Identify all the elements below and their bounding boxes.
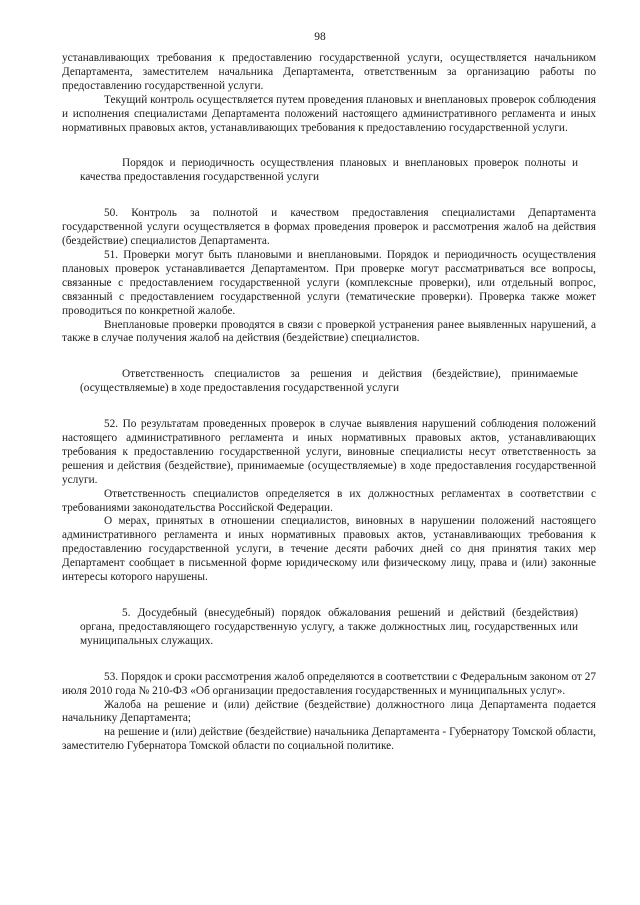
paragraph-current-control: Текущий контроль осуществляется путем проведения плановых и внеплановых проверок соблюдения и исполнения специалистами Департамента положений настоящего административного регламента и иных нормативных правовых актов, устанавливающих требования к предоставлению государственной услуги. (62, 93, 596, 134)
page-number: 98 (314, 31, 326, 43)
paragraph-complaint: Жалоба на решение и (или) действие (бездействие) должностного лица Департамента подается начальнику Департамента; (62, 698, 596, 725)
paragraph-responsibility: Ответственность специалистов определяется в их должностных регламентах в соответствии с требованиями законодательства Российской Федерации. (62, 487, 596, 514)
paragraph-measures: О мерах, принятых в отношении специалистов, виновных в нарушении положений настоящего административного регламента и иных нормативных правовых актов, устанавливающих требования к предоставлению государственной услуги, в течение десяти рабочих дней со дня принятия таких мер Департамент сообщает в письменной форме юридическому или физическому лицу, права и (или) законные интересы которого нарушены. (62, 515, 596, 584)
section-heading-responsibility: Ответственность специалистов за решения и действия (бездействие), принимаемые (осуществляемые) в ходе предоставления государственной услуги (80, 368, 578, 395)
paragraph-52: 52. По результатам проведенных проверок в случае выявления нарушений соблюдения положений настоящего административного регламента и иных нормативных правовых актов, устанавливающих требования к предоставлению государственной услуги, виновные специалисты несут ответственность за решения и действия (бездействие), принимаемые (осуществляемые) в ходе предоставления государственной услуги. (62, 418, 596, 486)
paragraph-complaint-head: на решение и (или) действие (бездействие) начальника Департамента - Губернатору Томской области, заместителю Губернатора Томской области по социальной политике. (62, 726, 596, 753)
paragraph-53: 53. Порядок и сроки рассмотрения жалоб определяются в соответствии с Федеральным законом от 27 июля 2010 года № 210-ФЗ «Об организации предоставления государственных и муниципальных услуг». (62, 670, 596, 697)
paragraph-intro: устанавливающих требования к предоставлению государственной услуги, осуществляется начальником Департамента, заместителем начальника Департамента, ответственным за организацию работы по предоставлению государственной услуги. (62, 52, 596, 92)
document-body (62, 52, 596, 754)
paragraph-50: 50. Контроль за полнотой и качеством предоставления специалистами Департамента государственной услуги осуществляется в формах проведения проверок и рассмотрения жалоб на действия (бездействие) специалистов Департамента. (62, 207, 596, 248)
paragraph-51: 51. Проверки могут быть плановыми и внеплановыми. Порядок и периодичность осуществления плановых проверок устанавливается Департаментом. При проверке могут рассматриваться все вопросы, связанные с предоставлением государственной услуги (комплексные проверки), или отдельный вопрос, связанный с предоставлением государственной услуги (тематические проверки). Проверка также может проводиться по конкретной жалобе. (62, 248, 596, 317)
section-heading-order: Порядок и периодичность осуществления плановых и внеплановых проверок полноты и качества предоставления государственной услуги (80, 157, 578, 184)
paragraph-unscheduled: Внеплановые проверки проводятся в связи с проверкой устранения ранее выявленных нарушений, а также в случае получения жалоб на действия (бездействие) специалистов. (62, 318, 596, 345)
section-heading-5: 5. Досудебный (внесудебный) порядок обжалования решений и действий (бездействия) органа, предоставляющего государственную услугу, а также должностных лиц, государственных или муниципальных служащих. (80, 607, 578, 647)
